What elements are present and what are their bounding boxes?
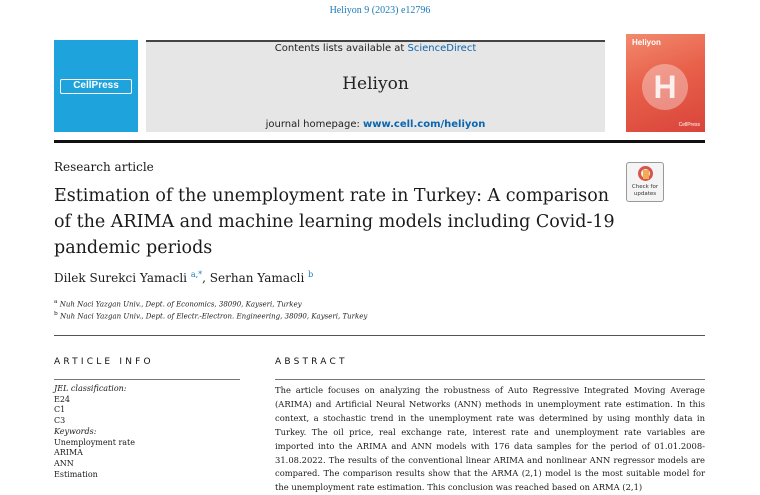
affiliation-mark: a [54,299,58,305]
author-affiliation-marker[interactable]: b [308,270,314,279]
homepage-link[interactable]: www.cell.com/heliyon [363,119,486,130]
cover-h-logo: H [653,69,677,105]
article-type: Research article [54,160,154,174]
section-divider [54,335,705,336]
cellpress-logo-mark [60,79,132,94]
header-divider [54,140,705,143]
contents-prefix: Contents lists available at [274,43,408,54]
article-info-panel [54,384,135,480]
cellpress-logo-text: CellPress [73,80,119,91]
article-info-rule [54,379,240,380]
jel-code: C1 [54,405,66,415]
journal-cover-thumbnail[interactable] [626,34,705,132]
article-title: Estimation of the unemployment rate in Turkey: A comparison of the ARIMA and machine learning models including Covid-19 pandemic periods [54,186,615,258]
check-for-updates-button[interactable] [626,162,664,202]
author-separator: , [202,271,210,285]
journal-homepage [146,119,605,130]
keyword: Estimation [54,469,98,479]
article-info-heading: ARTICLE INFO [54,357,154,367]
homepage-prefix: journal homepage: [265,119,364,130]
check-updates-line2: updates [633,190,657,197]
affiliation-text: Nuh Naci Yazgan Univ., Dept. of Economics, 38090, Kayseri, Turkey [59,300,302,309]
cellpress-logo[interactable] [54,40,138,132]
author-list [54,270,313,285]
check-updates-line1: Check for [631,184,659,190]
journal-citation[interactable]: Heliyon 9 (2023) e12796 [329,5,431,16]
check-updates-label [627,184,663,197]
author-name[interactable]: Serhan Yamacli [209,271,305,285]
abstract-heading: ABSTRACT [275,357,348,367]
keyword: Unemployment rate [54,437,136,447]
keywords-label: Keywords: [54,426,97,436]
cover-title: Heliyon [632,38,661,47]
affiliation-b [54,311,367,320]
cover-publisher: CellPress [678,122,700,128]
contents-availability [146,43,605,54]
sciencedirect-link[interactable]: ScienceDirect [407,43,477,54]
journal-title[interactable]: Heliyon [342,74,409,94]
author-affiliation-marker[interactable]: a,* [190,270,203,279]
abstract-body: The article focuses on analyzing the robustness of Auto Regressive Integrated Moving Average (ARIMA) and Artificial Neural Networks (ANN) methods in unemployment rate estimation. In this context, a stochastic trend in the unemployment rate was determined by using monthly data in Turkey. The oil price, real exchange rate, interest rate and unemployment rate variables are imported into the ARIMA and ANN models with 176 data samples for the period of 01.01.2008-31.08.2022. The results of the conventional linear ARIMA and nonlinear ANN regressor models are compared. The comparison results show that the ARMA (2,1) model is the most suitable model for the unemployment rate estimation. This conclusion was reached based on ARMA (2,1) [275,385,705,493]
bookmark-icon [643,170,649,179]
abstract-rule [275,379,705,380]
jel-label: JEL classification: [54,384,127,393]
keyword: ANN [54,458,74,468]
author-name[interactable]: Dilek Surekci Yamacli [54,271,187,285]
keyword: ARIMA [54,448,83,458]
affiliation-a [54,299,302,308]
jel-code: E24 [54,394,71,404]
jel-code: C3 [54,416,66,426]
affiliation-text: Nuh Naci Yazgan Univ., Dept. of Electr.-Electron. Engineering, 38090, Kayseri, Turkey [59,312,368,321]
affiliation-mark: b [54,311,58,317]
